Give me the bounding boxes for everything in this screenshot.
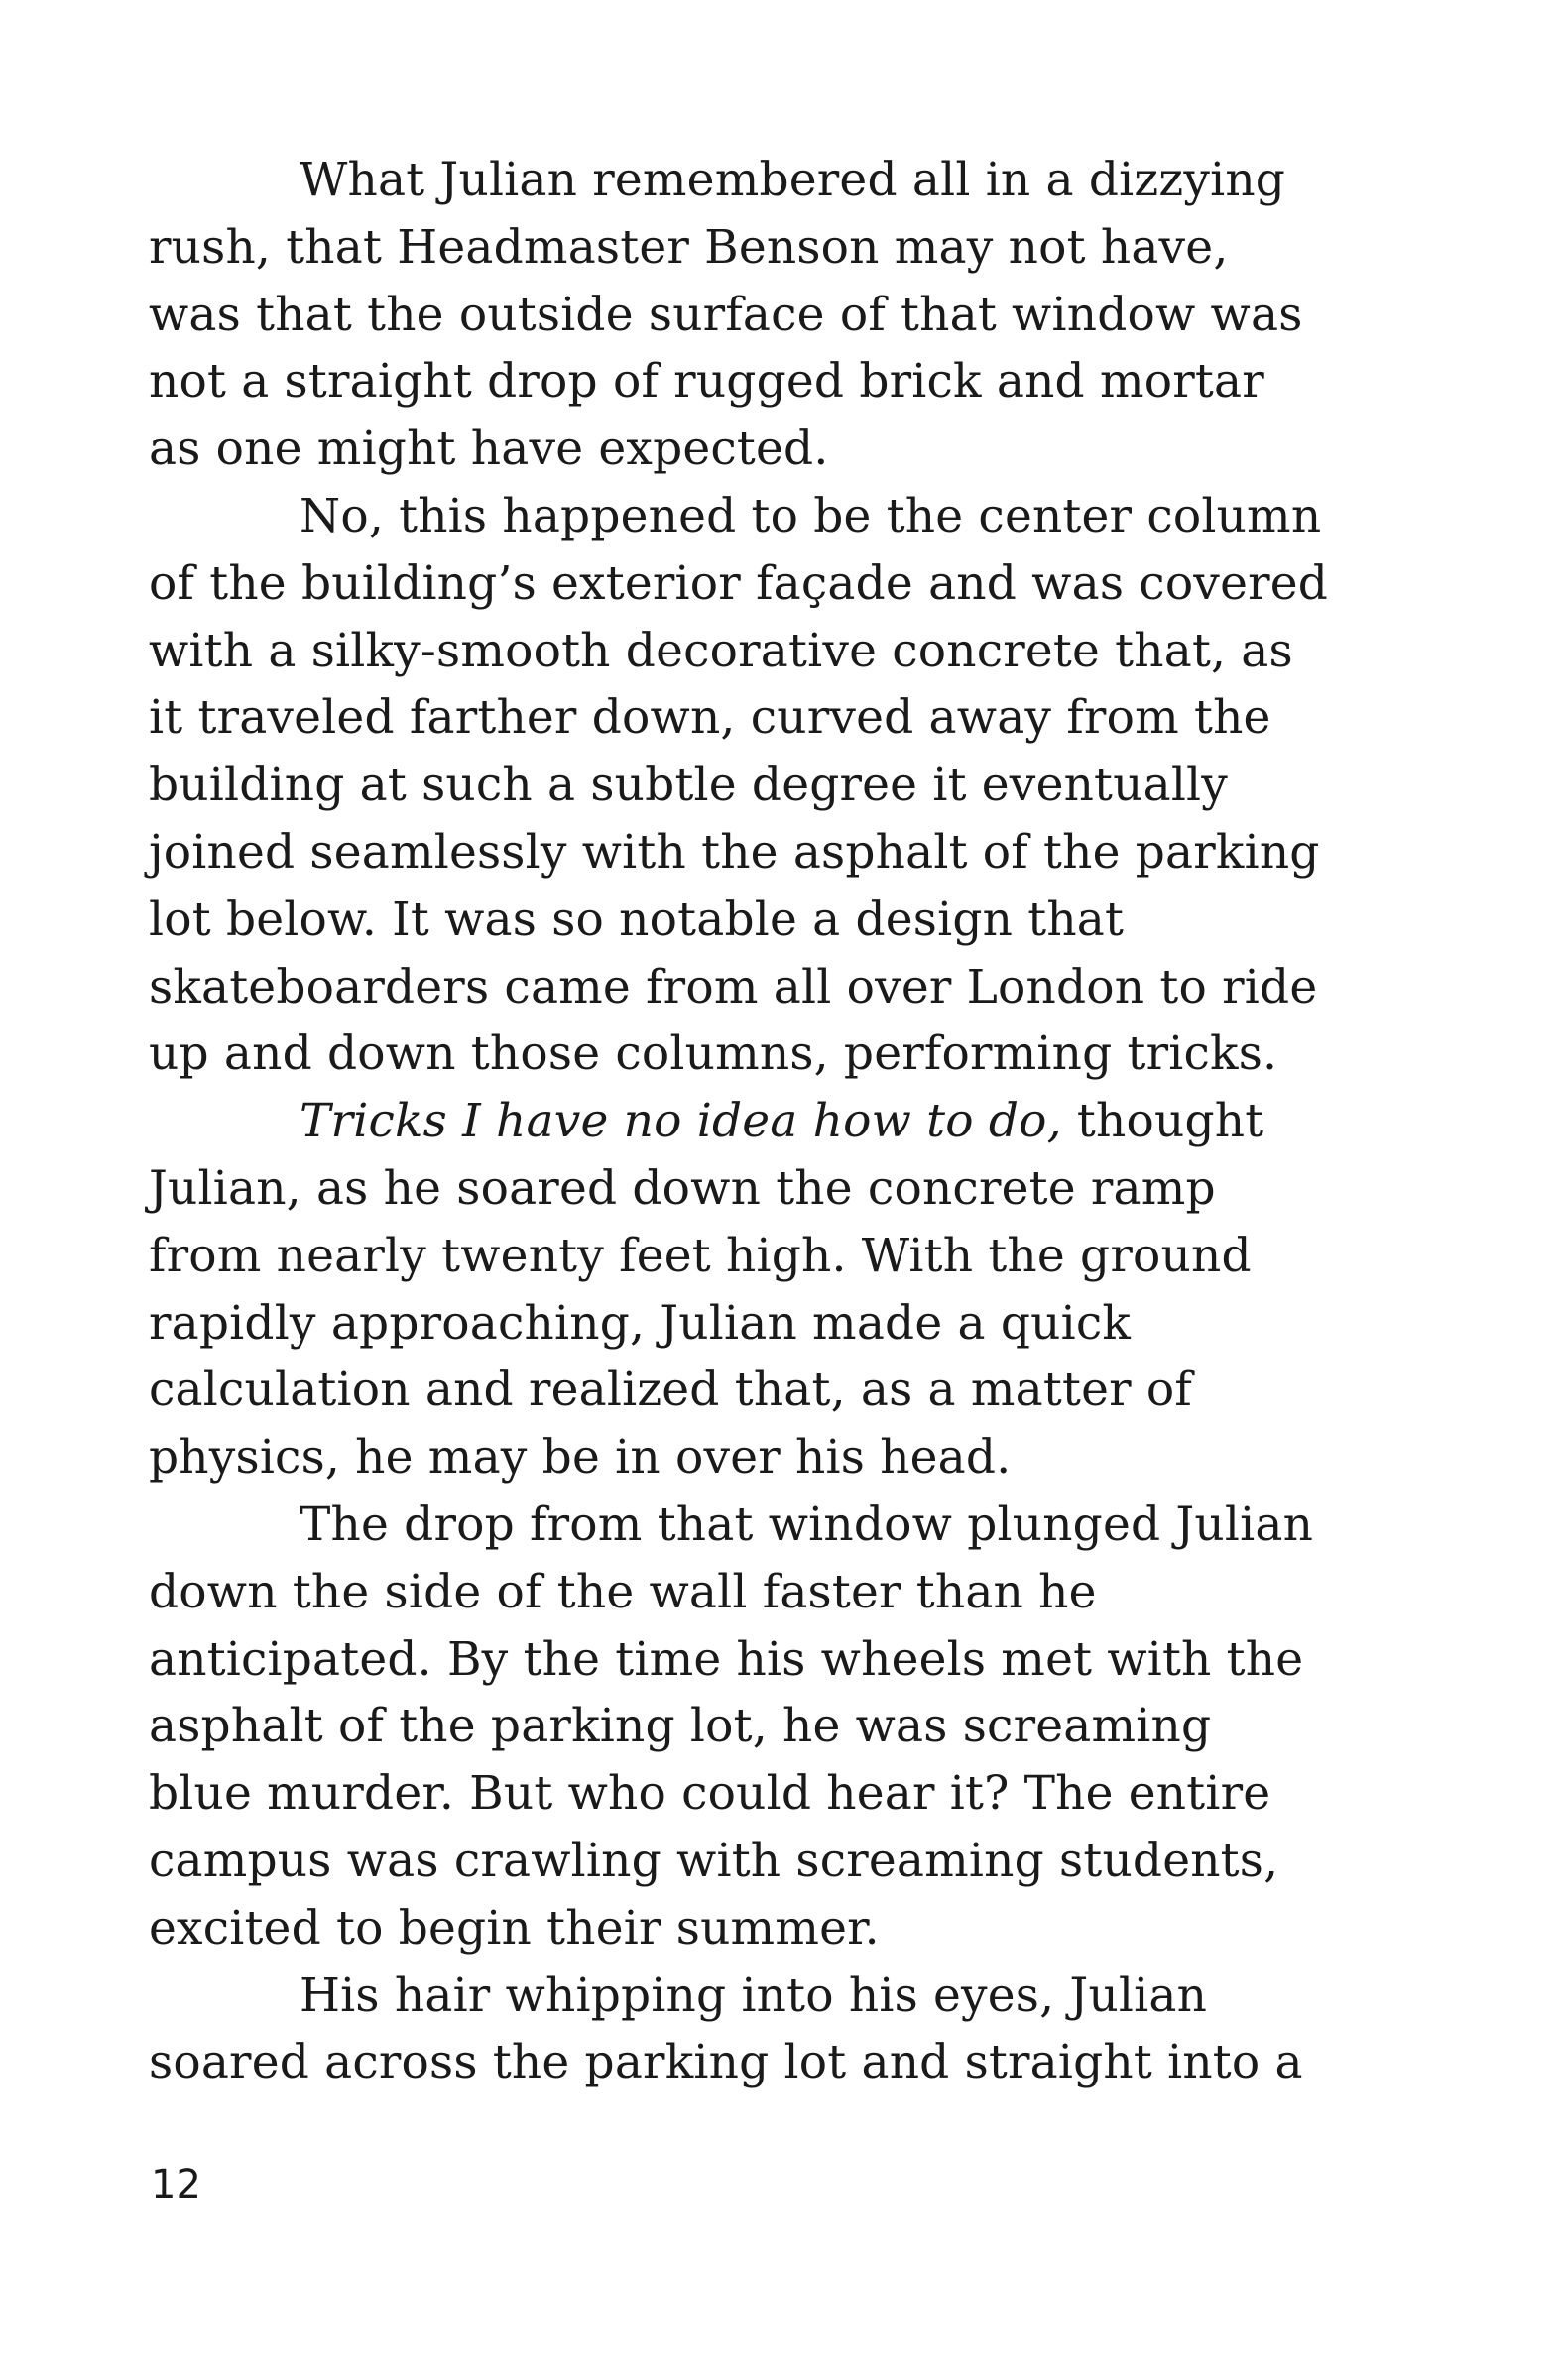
paragraph-line: calculation and realized that, as a matter of: [149, 1363, 1192, 1418]
paragraph-line: The drop from that window plunged Julian: [300, 1496, 1314, 1552]
paragraph-line: rapidly approaching, Julian made a quick: [149, 1295, 1132, 1351]
paragraph-line: rush, that Headmaster Benson may not have,: [149, 219, 1229, 275]
paragraph-line: His hair whipping into his eyes, Julian: [300, 1967, 1208, 2023]
paragraph-line: not a straight drop of rugged brick and mortar: [149, 354, 1264, 410]
paragraph-line: What Julian remembered all in a dizzying: [300, 153, 1286, 207]
paragraph-line: excited to begin their summer.: [149, 1900, 880, 1956]
page-number: 12: [151, 2162, 201, 2207]
paragraph-line: of the building’s exterior façade and was covered: [149, 555, 1329, 611]
paragraph-line: joined seamlessly with the asphalt of the parking: [149, 824, 1320, 880]
paragraph-line: blue murder. But who could hear it? The entire: [149, 1766, 1271, 1822]
paragraph-line: anticipated. By the time his wheels met with the: [149, 1631, 1304, 1687]
paragraph-line: lot below. It was so notable a design that: [149, 892, 1125, 947]
paragraph-line: asphalt of the parking lot, he was screaming: [149, 1699, 1212, 1754]
italic-thought: Tricks I have no idea how to do,: [300, 1094, 1062, 1149]
paragraph-line: was that the outside surface of that window was: [149, 287, 1303, 342]
paragraph-line: physics, he may be in over his head.: [149, 1430, 1012, 1486]
paragraph-line: [149, 1088, 1354, 1155]
line-continuation: thought: [1061, 1094, 1264, 1149]
paragraph-line: with a silky-smooth decorative concrete that, as: [149, 623, 1293, 678]
paragraph-line: from nearly twenty feet high. With the ground: [149, 1228, 1252, 1283]
paragraph-line: skateboarders came from all over London to ride: [149, 959, 1318, 1014]
paragraph-line: building at such a subtle degree it eventually: [149, 758, 1229, 813]
paragraph-line: campus was crawling with screaming students,: [149, 1833, 1279, 1888]
paragraph-line: up and down those columns, performing tricks.: [149, 1026, 1278, 1082]
paragraph-line: down the side of the wall faster than he: [149, 1564, 1097, 1619]
paragraph-line: No, this happened to be the center column: [300, 488, 1322, 543]
paragraph-line: as one might have expected.: [149, 421, 829, 477]
paragraph-line: Julian, as he soared down the concrete ramp: [149, 1160, 1216, 1216]
body-text: [149, 147, 1354, 2096]
paragraph-line: soared across the parking lot and straight into a: [149, 2035, 1303, 2090]
paragraph-line: it traveled farther down, curved away from the: [149, 690, 1271, 746]
